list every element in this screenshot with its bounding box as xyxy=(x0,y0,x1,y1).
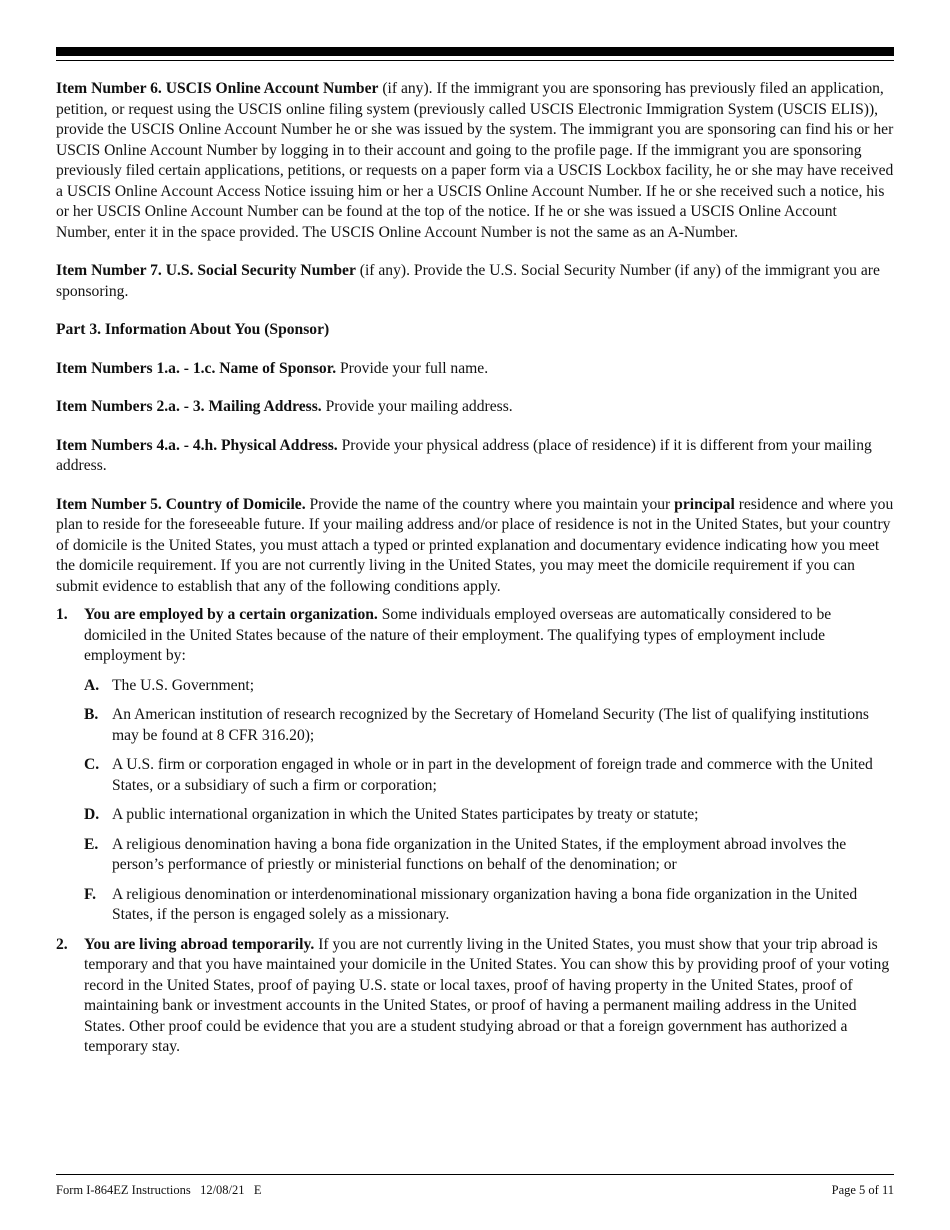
list-item-letter: D. xyxy=(84,806,100,823)
condition-1-heading: You are employed by a certain organization. xyxy=(84,606,378,623)
list-item-text: A public international organization in which the United States participates by treaty or statute; xyxy=(112,806,699,823)
list-item-text: A religious denomination or interdenominational missionary organization having a bona fide organization in the United States, if the person is engaged solely as a missionary. xyxy=(112,885,858,923)
condition-1-body xyxy=(84,605,894,926)
item-7-paragraph xyxy=(56,261,894,302)
list-item xyxy=(84,885,894,926)
list-item-letter: C. xyxy=(84,756,100,773)
part-3-heading: Part 3. Information About You (Sponsor) xyxy=(56,321,330,338)
item-1-heading: Item Numbers 1.a. - 1.c. Name of Sponsor. xyxy=(56,359,337,377)
item-7-qualifier: (if any). xyxy=(355,262,410,279)
item-5-paragraph xyxy=(56,495,894,598)
list-item xyxy=(84,835,894,876)
list-item-letter: A. xyxy=(84,676,100,694)
list-item-text: An American institution of research recognized by the Secretary of Homeland Security (The list of qualifying institutions may be found at 8 CFR 316.20); xyxy=(112,706,869,744)
item-6-qualifier: (if any). xyxy=(378,80,433,97)
item-6-paragraph xyxy=(56,79,894,243)
item-2-paragraph xyxy=(56,397,894,418)
condition-2-text: If you are not currently living in the United States, you must show that your trip abroad is temporary and that you have maintained your domicile in the United States. You can show this by providing proof of your voting record in the United States, proof of paying U.S. state or local taxes, proof of having property in the United States, proof of maintaining bank or investment accounts in the United States, or proof of having a permanent mailing address in the United States. Other proof could be evidence that you are a student studying abroad or that a foreign government has authorized a temporary stay. xyxy=(84,935,890,1055)
item-4-heading: Item Numbers 4.a. - 4.h. Physical Address. xyxy=(56,436,338,454)
condition-2 xyxy=(56,935,894,1058)
list-item xyxy=(84,805,894,826)
condition-2-body xyxy=(84,935,894,1058)
list-item-text: A U.S. firm or corporation engaged in whole or in part in the development of foreign trade and commerce with the United States, or a subsidiary of such a firm or corporation; xyxy=(112,756,873,794)
item-6-text: If the immigrant you are sponsoring has previously filed an application, petition, or request using the USCIS online filing system (previously called USCIS Electronic Immigration System (USCIS ELIS)), provide the USCIS Online Account Number he or she was issued by the system. The immigrant you are sponsoring can find his or her USCIS Online Account Number by logging in to their account and going to the profile page. If the immigrant you are sponsoring previously filed certain applications, petitions, or requests on a paper form via a USCIS Lockbox facility, he or she may have received a USCIS Online Account Access Notice issuing him or her a USCIS Online Account Number. If he or she received such a notice, his or her USCIS Online Account Number can be found at the top of the notice. If he or she was issued a USCIS Online Account Number, enter it in the space provided. The USCIS Online Account Number is not the same as an A-Number. xyxy=(56,80,894,241)
footer-form-id: Form I-864EZ Instructions 12/08/21 E xyxy=(56,1183,262,1197)
page-content xyxy=(56,79,894,1067)
item-5-emphasis: principal xyxy=(674,495,735,513)
condition-2-heading: You are living abroad temporarily. xyxy=(84,935,315,953)
header-thick-rule xyxy=(56,47,894,56)
item-6-heading: Item Number 6. USCIS Online Account Number xyxy=(56,80,379,97)
item-7-heading: Item Number 7. U.S. Social Security Number xyxy=(56,262,356,279)
list-item-letter: B. xyxy=(84,706,99,723)
item-4-text: Provide your physical address (place of residence) if it is different from your mailing address. xyxy=(56,436,872,474)
footer-rule xyxy=(56,1174,894,1175)
item-5-heading: Item Number 5. Country of Domicile. xyxy=(56,495,306,513)
list-item-text: The U.S. Government; xyxy=(112,676,255,694)
item-1-text: Provide your full name. xyxy=(336,359,489,377)
item-4-paragraph xyxy=(56,436,894,477)
item-2-text: Provide your mailing address. xyxy=(321,398,513,415)
item-2-heading: Item Numbers 2.a. - 3. Mailing Address. xyxy=(56,398,322,415)
employment-type-list xyxy=(84,676,894,926)
header-thin-rule xyxy=(56,60,894,61)
condition-1 xyxy=(56,605,894,926)
item-1-paragraph xyxy=(56,359,894,380)
list-item xyxy=(84,676,894,697)
condition-1-number: 1. xyxy=(56,606,68,623)
item-7-text: Provide the U.S. Social Security Number (if any) of the immigrant you are sponsoring. xyxy=(56,262,880,300)
condition-1-intro xyxy=(84,605,894,667)
item-5-text-b: residence and where you plan to reside for the foreseeable future. If your mailing address and/or place of residence is not in the United States, but your country of domicile is the United States, you must attach a typed or printed explanation and documentary evidence indicating how you meet the domicile requirement. If you are not currently living in the United States, you may meet the domicile requirement if you can submit evidence to establish that any of the following conditions apply. xyxy=(56,495,894,595)
list-item-letter: F. xyxy=(84,885,96,903)
condition-1-text: Some individuals employed overseas are automatically considered to be domiciled in the United States because of the nature of their employment. The qualifying types of employment include employment by: xyxy=(84,606,832,664)
list-item xyxy=(84,705,894,746)
condition-2-number: 2. xyxy=(56,935,68,953)
item-5-text-a: Provide the name of the country where you maintain your xyxy=(305,495,675,513)
part-3-heading-paragraph xyxy=(56,320,894,341)
list-item-letter: E. xyxy=(84,835,99,853)
list-item-text: A religious denomination having a bona fide organization in the United States, if the employment abroad involves the person’s performance of priestly or ministerial functions on behalf of the denomination; or xyxy=(112,835,847,873)
footer-page-number: Page 5 of 11 xyxy=(831,1183,894,1197)
list-item xyxy=(84,755,894,796)
